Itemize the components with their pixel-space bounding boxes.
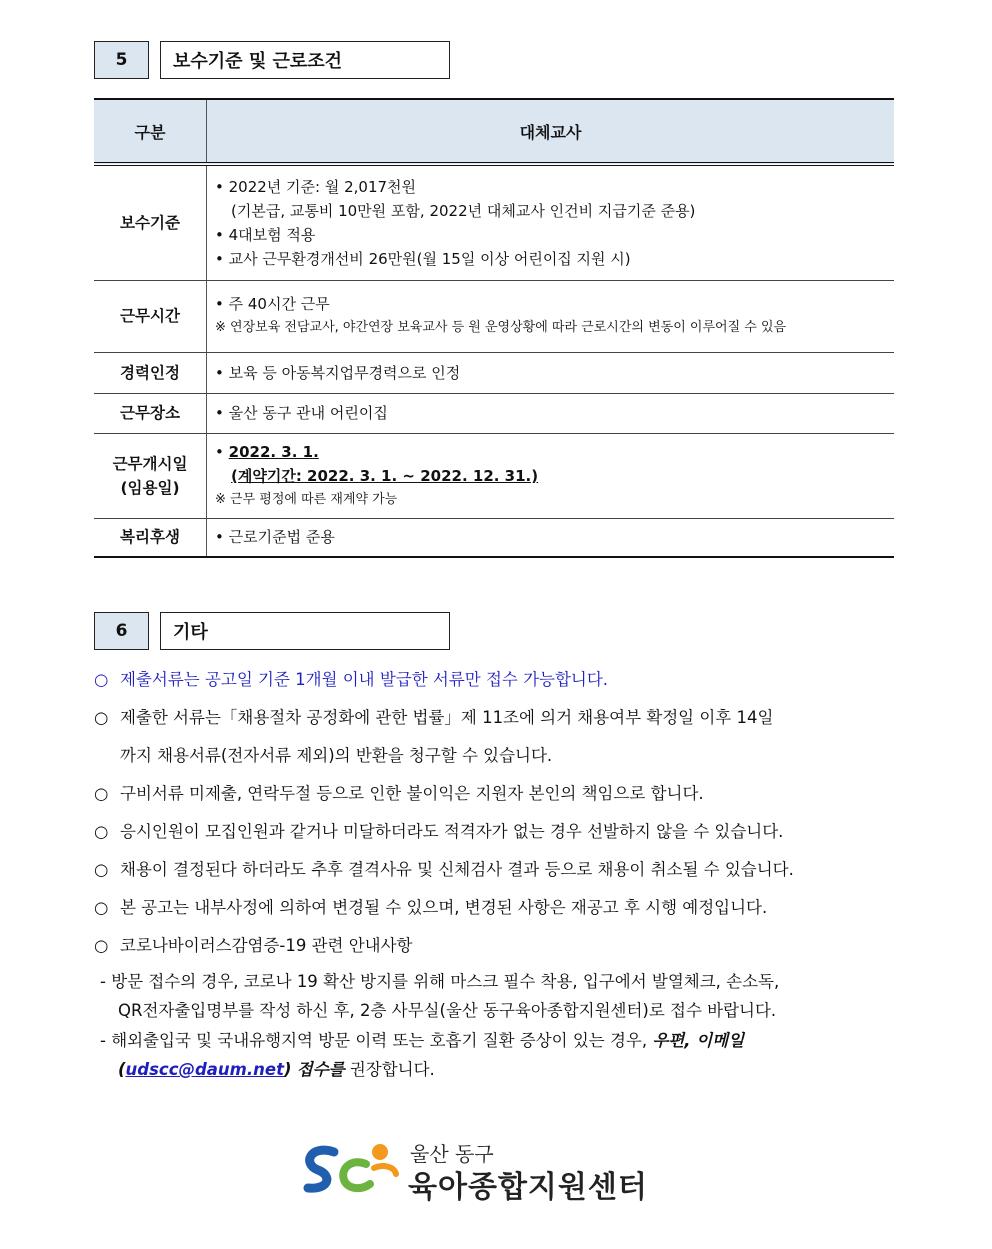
logo-title: 육아종합지원센터 <box>408 1170 648 1205</box>
row-line: • 근로기준법 준용 <box>215 528 335 547</box>
row-label: 복리후생 <box>94 518 207 557</box>
email-link[interactable]: udscc@daum.net <box>125 1060 284 1079</box>
covid-note-2-continuation <box>118 1056 435 1084</box>
covid-note-2-tail: 권장합니다. <box>349 1060 435 1079</box>
row-label-line: 근무개시일 <box>112 454 188 473</box>
covid-note-1: - 방문 접수의 경우, 코로나 19 확산 방지를 위해 마스크 필수 착용, 입구에서 발열체크, 손소독, <box>100 972 780 991</box>
row-value <box>207 352 895 393</box>
row-value <box>207 280 895 352</box>
covid-note-2-text: - 해외출입국 및 국내유행지역 방문 이력 또는 호흡기 질환 증상이 있는 경우, <box>100 1031 653 1050</box>
header-substitute-teacher: 대체교사 <box>207 99 895 164</box>
covid-note-2-emphasis: 우편, 이메일 <box>652 1031 745 1050</box>
table-header-row <box>94 99 894 164</box>
paren: ) <box>283 1060 292 1079</box>
row-note: ※ 근무 평정에 따른 재계약 가능 <box>215 491 398 507</box>
list-item <box>94 704 773 732</box>
contract-period: (계약기간: 2022. 3. 1. ~ 2022. 12. 31.) <box>231 466 539 485</box>
row-label: 근무시간 <box>94 280 207 352</box>
table-row <box>94 393 894 433</box>
logo-mark-icon <box>300 1138 404 1196</box>
row-label: 보수기준 <box>94 164 207 280</box>
row-label: 근무장소 <box>94 393 207 433</box>
circle-bullet: ○ <box>94 822 109 841</box>
list-item <box>94 818 783 846</box>
row-line: • 4대보험 적용 <box>215 225 316 244</box>
paren: ( <box>118 1060 126 1079</box>
row-label <box>94 433 207 518</box>
row-label-line: (임용일) <box>120 478 180 497</box>
row-line: • 주 40시간 근무 <box>215 295 330 313</box>
list-item <box>94 666 608 694</box>
covid-note-2 <box>100 1027 744 1055</box>
logo-subtitle: 울산 동구 <box>410 1142 494 1166</box>
table-row <box>94 280 894 352</box>
list-item-text: 채용이 결정된다 하더라도 추후 결격사유 및 신체검사 결과 등으로 채용이 취소될 수 있습니다. <box>120 860 794 879</box>
circle-bullet: ○ <box>94 708 109 727</box>
table-row <box>94 164 894 280</box>
covid-note-2-emphasis: 접수를 <box>296 1060 345 1079</box>
circle-bullet: ○ <box>94 670 109 689</box>
section-number: 5 <box>94 41 149 79</box>
list-item-text: 제출한 서류는「채용절차 공정화에 관한 법률」제 11조에 의거 채용여부 확정일 이후 14일 <box>120 708 774 727</box>
row-line: (기본급, 교통비 10만원 포함, 2022년 대체교사 인건비 지급기준 준용) <box>231 201 696 220</box>
section-title: 기타 <box>160 612 450 650</box>
row-note: ※ 연장보육 전담교사, 야간연장 보육교사 등 원 운영상황에 따라 근로시간의 변동이 이루어질 수 있음 <box>215 320 787 335</box>
circle-bullet: ○ <box>94 898 109 917</box>
row-label: 경력인정 <box>94 352 207 393</box>
circle-bullet: ○ <box>94 784 109 803</box>
start-date: 2022. 3. 1. <box>228 442 319 461</box>
list-item <box>94 894 767 922</box>
list-item <box>94 856 794 884</box>
list-item-text: 제출서류는 공고일 기준 1개월 이내 발급한 서류만 접수 가능합니다. <box>120 670 609 689</box>
row-value <box>207 164 895 280</box>
bullet: • <box>215 442 224 461</box>
row-value <box>207 393 895 433</box>
row-line: • 보육 등 아동복지업무경력으로 인정 <box>215 363 461 382</box>
row-line: • 교사 근무환경개선비 26만원(월 15일 이상 어린이집 지원 시) <box>215 249 631 268</box>
row-value <box>207 518 895 557</box>
list-item-text: 코로나바이러스감염증-19 관련 안내사항 <box>120 936 413 955</box>
section-number: 6 <box>94 612 149 650</box>
circle-bullet: ○ <box>94 936 109 955</box>
list-item <box>94 932 412 960</box>
row-line <box>215 440 894 464</box>
section-title: 보수기준 및 근로조건 <box>160 41 450 79</box>
list-item-text: 본 공고는 내부사정에 의하여 변경될 수 있으며, 변경된 사항은 재공고 후 시행 예정입니다. <box>120 898 768 917</box>
table-row <box>94 352 894 393</box>
row-line: • 2022년 기준: 월 2,017천원 <box>215 177 417 196</box>
center-logo <box>300 1138 660 1205</box>
working-conditions-table <box>94 98 894 558</box>
header-category: 구분 <box>94 99 207 164</box>
list-item-continuation: 까지 채용서류(전자서류 제외)의 반환을 청구할 수 있습니다. <box>120 746 553 765</box>
table-row <box>94 518 894 557</box>
row-value <box>207 433 895 518</box>
list-item-text: 구비서류 미제출, 연락두절 등으로 인한 불이익은 지원자 본인의 책임으로 합니다. <box>120 784 704 803</box>
covid-note-1-continuation: QR전자출입명부를 작성 하신 후, 2층 사무실(울산 동구육아종합지원센터)로 접수 바랍니다. <box>118 1001 777 1020</box>
list-item-text: 응시인원이 모집인원과 같거나 미달하더라도 적격자가 없는 경우 선발하지 않을 수 있습니다. <box>120 822 784 841</box>
table-row <box>94 433 894 518</box>
row-line: • 울산 동구 관내 어린이집 <box>215 404 388 422</box>
list-item <box>94 780 704 808</box>
circle-bullet: ○ <box>94 860 109 879</box>
